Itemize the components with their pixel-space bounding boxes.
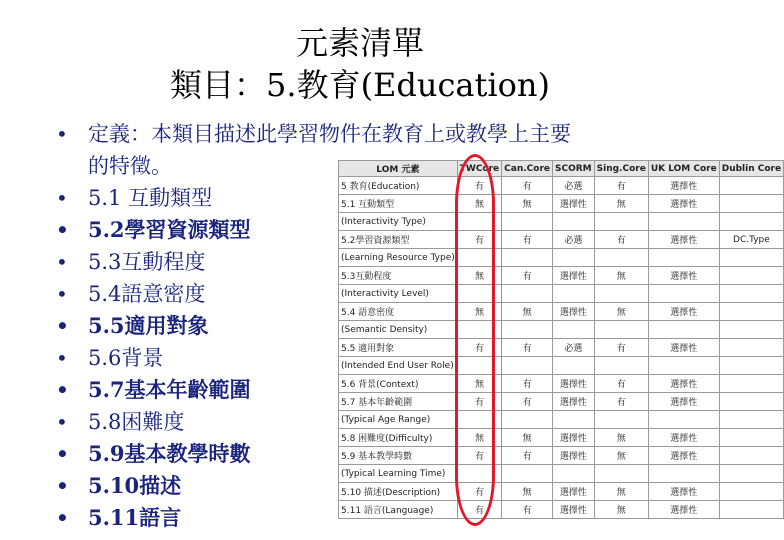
bullet-text: 5.11語言 <box>88 505 182 530</box>
table-cell: 必選 <box>553 231 595 249</box>
table-cell: 選擇性 <box>648 375 719 393</box>
table-cell: 無 <box>594 447 648 465</box>
table-cell <box>648 213 719 231</box>
table-cell: 有 <box>594 177 648 195</box>
table-cell: 有 <box>502 375 553 393</box>
table-cell: 選擇性 <box>553 195 595 213</box>
element-name-cell: 5 教育(Education) <box>339 177 458 195</box>
table-cell: 選擇性 <box>553 501 595 519</box>
table-row <box>339 393 784 411</box>
table-cell: DC.Type <box>719 231 783 249</box>
slide-title: 元素清單 <box>295 24 424 62</box>
table-cell <box>502 249 553 267</box>
table-cell <box>719 195 783 213</box>
table-cell <box>719 411 783 429</box>
table-cell: 有 <box>502 501 553 519</box>
table-cell <box>719 285 783 303</box>
table-cell: 無 <box>457 195 501 213</box>
element-name-cell: 5.11 語言(Language) <box>339 501 458 519</box>
element-name-cell: 5.4 語意密度 <box>339 303 458 321</box>
table-cell <box>719 339 783 357</box>
table-cell <box>553 357 595 375</box>
element-name-cell: 5.10 描述(Description) <box>339 483 458 501</box>
table-cell <box>648 321 719 339</box>
table-cell: 有 <box>594 231 648 249</box>
table-cell: 有 <box>457 231 501 249</box>
table-cell <box>594 465 648 483</box>
element-name-cell: (Typical Learning Time) <box>339 465 458 483</box>
table-cell: 選擇性 <box>648 393 719 411</box>
table-cell: 無 <box>594 429 648 447</box>
table-row <box>339 429 784 447</box>
table-cell <box>719 177 783 195</box>
table-cell: 有 <box>457 447 501 465</box>
table-cell: 無 <box>457 303 501 321</box>
table-header-cell: SCORM <box>553 161 595 177</box>
table-cell <box>502 357 553 375</box>
table-cell <box>719 429 783 447</box>
bullet-text: 5.3互動程度 <box>88 250 206 274</box>
element-name-cell: 5.3互動程度 <box>339 267 458 285</box>
table-cell: 有 <box>457 339 501 357</box>
table-cell <box>719 357 783 375</box>
table-cell: 無 <box>502 303 553 321</box>
table-cell <box>719 303 783 321</box>
table-header-row <box>339 161 784 177</box>
table-cell <box>648 411 719 429</box>
bullet-text: 定義：本類目描述此學習物件在教育上或教學上主要 <box>88 122 571 146</box>
table-cell: 無 <box>594 501 648 519</box>
table-row <box>339 411 784 429</box>
element-name-cell: (Intended End User Role) <box>339 357 458 375</box>
table-cell <box>719 213 783 231</box>
table-cell <box>719 501 783 519</box>
table-cell: 無 <box>457 429 501 447</box>
table-cell <box>719 447 783 465</box>
table-cell: 選擇性 <box>553 393 595 411</box>
bullet-text: 5.10描述 <box>88 473 182 498</box>
bullet-text: 5.7基本年齡範圍 <box>88 377 251 402</box>
table-cell <box>648 249 719 267</box>
table-cell <box>553 321 595 339</box>
table-cell <box>719 375 783 393</box>
table-cell <box>594 321 648 339</box>
table-cell: 無 <box>594 267 648 285</box>
table-cell: 有 <box>594 339 648 357</box>
twcore-highlight-oval <box>455 154 495 526</box>
element-name-cell: 5.7 基本年齡範圍 <box>339 393 458 411</box>
table-row <box>339 249 784 267</box>
table-cell: 選擇性 <box>553 267 595 285</box>
table-row <box>339 375 784 393</box>
table-cell <box>502 465 553 483</box>
table-row <box>339 303 784 321</box>
table-cell <box>502 321 553 339</box>
table-cell: 有 <box>457 177 501 195</box>
table-cell <box>502 285 553 303</box>
table-row <box>339 339 784 357</box>
table-cell <box>648 285 719 303</box>
table-cell <box>594 285 648 303</box>
table-cell: 有 <box>502 447 553 465</box>
table-header-cell: Dublin Core <box>719 161 783 177</box>
table-cell: 必選 <box>553 177 595 195</box>
table-cell <box>648 465 719 483</box>
element-name-cell: 5.2學習資源類型 <box>339 231 458 249</box>
table-cell: 選擇性 <box>648 303 719 321</box>
table-cell: 無 <box>594 303 648 321</box>
table-cell <box>719 465 783 483</box>
table-cell: 無 <box>502 195 553 213</box>
table-cell <box>553 411 595 429</box>
table-cell: 選擇性 <box>648 339 719 357</box>
table-cell <box>719 321 783 339</box>
table-cell <box>553 285 595 303</box>
element-name-cell: 5.5 適用對象 <box>339 339 458 357</box>
table-cell <box>648 357 719 375</box>
table-cell: 有 <box>457 483 501 501</box>
table-cell: 無 <box>502 429 553 447</box>
table-cell: 有 <box>457 393 501 411</box>
table-cell: 選擇性 <box>648 267 719 285</box>
table-cell: 有 <box>502 339 553 357</box>
table-cell: 必選 <box>553 339 595 357</box>
bullet-text: 5.9基本教學時數 <box>88 441 251 466</box>
element-name-cell: 5.9 基本教學時數 <box>339 447 458 465</box>
table-header-cell: Can.Core <box>502 161 553 177</box>
table-row <box>339 177 784 195</box>
bullet-text: 5.2學習資源類型 <box>88 217 251 242</box>
table-cell <box>719 249 783 267</box>
element-name-cell: (Interactivity Level) <box>339 285 458 303</box>
table-cell: 無 <box>594 483 648 501</box>
table-cell: 無 <box>457 375 501 393</box>
element-name-cell: 5.6 背景(Context) <box>339 375 458 393</box>
table-cell <box>502 411 553 429</box>
table-header-cell: UK LOM Core <box>648 161 719 177</box>
table-cell: 有 <box>502 231 553 249</box>
table-row <box>339 321 784 339</box>
bullet-text: 5.5適用對象 <box>88 313 209 338</box>
table-cell: 選擇性 <box>648 177 719 195</box>
table-row <box>339 195 784 213</box>
table-cell: 選擇性 <box>553 447 595 465</box>
table-cell: 選擇性 <box>648 447 719 465</box>
table-cell: 選擇性 <box>553 483 595 501</box>
element-name-cell: (Semantic Density) <box>339 321 458 339</box>
element-name-cell: (Learning Resource Type) <box>339 249 458 267</box>
table-cell: 選擇性 <box>648 231 719 249</box>
bullet-text: 5.1 互動類型 <box>88 186 213 210</box>
table-cell: 選擇性 <box>648 501 719 519</box>
table-cell: 有 <box>502 177 553 195</box>
table-cell: 無 <box>594 195 648 213</box>
table-cell: 無 <box>502 483 553 501</box>
table-header-cell: Sing.Core <box>594 161 648 177</box>
table-cell <box>719 483 783 501</box>
table-row <box>339 231 784 249</box>
table-cell: 選擇性 <box>553 303 595 321</box>
table-cell <box>594 213 648 231</box>
bullet-text-continuation: 的特徵。 <box>88 154 172 178</box>
table-cell <box>553 249 595 267</box>
table-row <box>339 447 784 465</box>
table-cell: 有 <box>502 393 553 411</box>
table-row <box>339 285 784 303</box>
element-name-cell: 5.8 困難度(Difficulty) <box>339 429 458 447</box>
table-row <box>339 501 784 519</box>
bullet-text: 5.6背景 <box>88 346 164 370</box>
table-cell: 選擇性 <box>553 429 595 447</box>
element-name-cell: (Typical Age Range) <box>339 411 458 429</box>
lom-element-table <box>338 160 784 519</box>
table-cell: 有 <box>502 267 553 285</box>
table-cell <box>719 393 783 411</box>
table-row <box>339 267 784 285</box>
table-row <box>339 465 784 483</box>
table-cell <box>719 267 783 285</box>
table-cell: 選擇性 <box>648 195 719 213</box>
slide-subtitle: 類目：5.教育(Education) <box>170 66 550 104</box>
table-cell: 選擇性 <box>648 483 719 501</box>
table-cell: 有 <box>457 501 501 519</box>
table-cell <box>594 357 648 375</box>
table-cell <box>553 213 595 231</box>
element-name-cell: (Interactivity Type) <box>339 213 458 231</box>
table-cell <box>594 249 648 267</box>
bullet-text: 5.8困難度 <box>88 410 185 434</box>
table-cell: 有 <box>594 375 648 393</box>
table-cell: 有 <box>594 393 648 411</box>
table-cell: 無 <box>457 267 501 285</box>
table-header-cell: TWCore <box>457 161 501 177</box>
table-cell <box>553 465 595 483</box>
table-row <box>339 357 784 375</box>
table-row <box>339 483 784 501</box>
table-cell <box>594 411 648 429</box>
element-name-cell: 5.1 互動類型 <box>339 195 458 213</box>
table-cell <box>502 213 553 231</box>
table-header-cell: LOM 元素 <box>339 161 458 177</box>
table-cell: 選擇性 <box>648 429 719 447</box>
bullet-text: 5.4語意密度 <box>88 282 206 306</box>
table-cell: 選擇性 <box>553 375 595 393</box>
table-row <box>339 213 784 231</box>
